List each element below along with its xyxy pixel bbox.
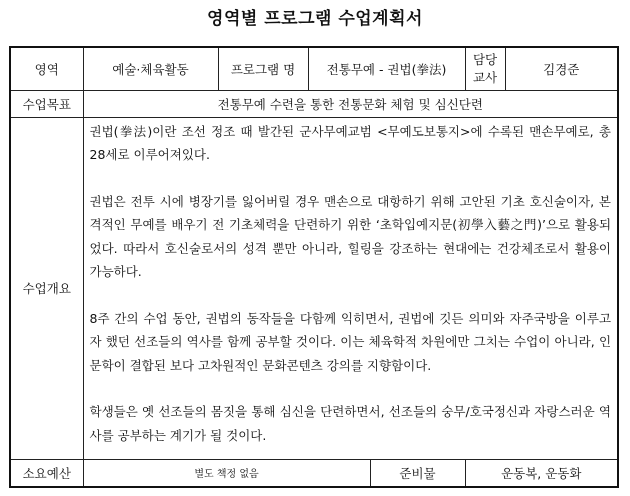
overview-paragraph: 학생들은 옛 선조들의 몸짓을 통해 심신을 단련하면서, 선조들의 숭무/호국정신과 자랑스러운 역사를 공부하는 계기가 될 것이다.	[89, 404, 612, 443]
materials-value: 운동복, 운동화	[465, 459, 618, 487]
area-label: 영역	[10, 47, 83, 90]
overview-body	[83, 117, 618, 459]
teacher-label-line2: 교사	[472, 69, 498, 85]
program-value: 전통무예 - 권법(拳法)	[308, 47, 465, 90]
objective-value: 전통무예 수련을 통한 전통문화 체험 및 심신단련	[83, 90, 618, 117]
teacher-label	[465, 47, 505, 90]
budget-row	[10, 459, 618, 487]
overview-paragraph: 8주 간의 수업 동안, 권법의 동작들을 다함께 익히면서, 권법에 깃든 의미와 자주국방을 이루고자 했던 선조들의 역사를 함께 공부할 것이다. 이는 체육학적 차원에만 그치는 수업이 아니라, 인문학이 결합된 보다 고차원적인 문화콘텐츠 강의를 지향함이다.	[89, 310, 612, 373]
objective-row	[10, 90, 618, 117]
area-value: 예술·체육활동	[83, 47, 218, 90]
teacher-label-line1: 담당	[472, 51, 498, 67]
objective-label: 수업목표	[10, 90, 83, 117]
program-label: 프로그램 명	[218, 47, 308, 90]
budget-label: 소요예산	[10, 459, 83, 487]
header-row	[10, 47, 618, 90]
teacher-value: 김경준	[505, 47, 618, 90]
lesson-plan-table	[9, 46, 619, 488]
overview-row	[10, 117, 618, 459]
document-title: 영역별 프로그램 수업계획서	[207, 9, 423, 29]
overview-label: 수업개요	[10, 117, 83, 459]
overview-paragraph: 권법은 전투 시에 병장기를 잃어버릴 경우 맨손으로 대항하기 위해 고안된 기초 호신술이자, 본격적인 무예를 배우기 전 기초체력을 단련하기 위한 ‘초학입예지문(初學入藝之門)’으로 활용되었다. 따라서 호신술로서의 성격 뿐만 아니라, 힐링을 강조하는 현대에는 건강체조로서 활용이 가능하다.	[89, 193, 612, 279]
overview-paragraph: 권법(拳法)이란 조선 정조 때 발간된 군사무예교범 <무예도보통지>에 수록된 맨손무예로, 총 28세로 이루어져있다.	[89, 123, 612, 162]
budget-value: 별도 책정 없음	[83, 459, 370, 487]
materials-label: 준비물	[370, 459, 465, 487]
